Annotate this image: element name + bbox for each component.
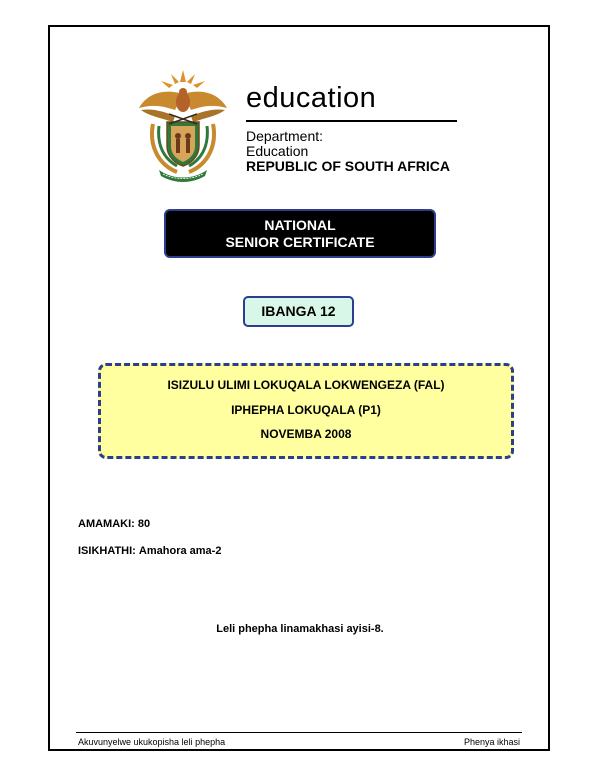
exam-date: NOVEMBA 2008: [260, 427, 352, 441]
subject-panel: [98, 363, 514, 459]
turn-page-note: Phenya ikhasi: [463, 737, 520, 747]
marks-row: [78, 518, 150, 530]
time-row: [78, 545, 221, 557]
department-name: Education: [246, 143, 309, 159]
department-label: Department:: [246, 128, 324, 144]
copyright-notice: Akuvunyelwe ukukopisha leli phepha: [78, 737, 226, 747]
wordmark-divider: [246, 120, 457, 122]
certificate-line-2: SENIOR CERTIFICATE: [225, 233, 375, 250]
education-wordmark: education: [246, 82, 377, 114]
grade-badge: IBANGA 12: [243, 296, 354, 327]
coat-of-arms-icon: [133, 64, 233, 184]
footer-divider: [76, 732, 522, 733]
subject-name: ISIZULU ULIMI LOKUQALA LOKWENGEZA (FAL): [167, 378, 445, 392]
page-count-note: Leli phepha linamakhasi ayisi-8.: [216, 623, 384, 635]
certificate-banner: [164, 209, 436, 258]
certificate-line-1: NATIONAL: [264, 216, 336, 233]
marks-label: AMAMAKI:: [78, 518, 135, 530]
marks-value: 80: [137, 518, 151, 530]
time-value: Amahora ama-2: [138, 545, 222, 557]
time-label: ISIKHATHI:: [78, 545, 136, 557]
paper-name: IPHEPHA LOKUQALA (P1): [231, 403, 381, 417]
country-name: REPUBLIC OF SOUTH AFRICA: [246, 158, 451, 174]
